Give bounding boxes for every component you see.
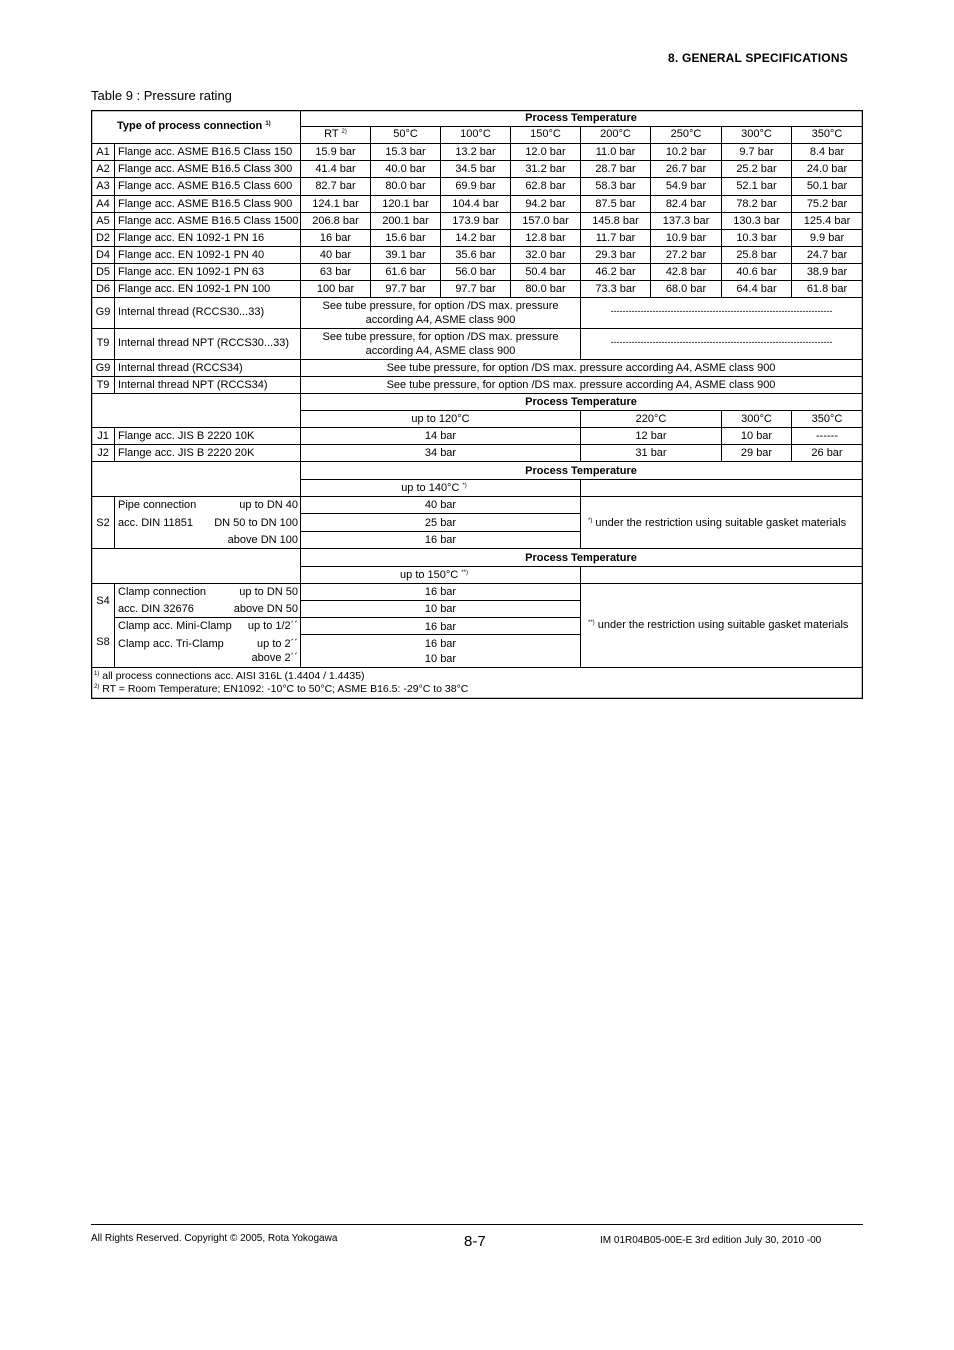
row-range: up to DN 40 bbox=[239, 499, 298, 511]
pressure-value: 31 bar bbox=[635, 447, 667, 459]
row-code: T9 bbox=[96, 379, 110, 391]
pressure-value: 56.0 bar bbox=[455, 266, 496, 278]
row-code: G9 bbox=[95, 362, 111, 374]
pressure-value: 64.4 bar bbox=[736, 283, 777, 295]
row-range: up to 2´´ bbox=[257, 638, 298, 650]
page-number: 8-7 bbox=[464, 1233, 486, 1250]
row-description: Flange acc. ASME B16.5 Class 600 bbox=[118, 180, 293, 192]
pressure-value: 40.6 bar bbox=[736, 266, 777, 278]
pressure-value: 39.1 bar bbox=[385, 249, 426, 261]
pressure-rating-table bbox=[91, 110, 863, 699]
pressure-value: 25 bar bbox=[424, 517, 457, 529]
footnote-marker: 2) bbox=[341, 129, 347, 135]
pressure-value: 32.0 bar bbox=[525, 249, 566, 261]
pressure-value: 15.6 bar bbox=[385, 232, 426, 244]
pressure-value: 100 bar bbox=[316, 283, 355, 295]
row-description: Pipe connection bbox=[118, 499, 197, 511]
table-footnote: $^{2)}$ RT = Room Temperature; EN1092: -10°C to 50°C; ASME B16.5: -29°C to 38°C bbox=[94, 683, 469, 695]
row-description: Clamp acc. Tri-Clamp bbox=[118, 638, 224, 650]
process-temperature-header: Process Temperature bbox=[525, 396, 637, 408]
pressure-value: 75.2 bar bbox=[806, 198, 848, 210]
pressure-value: 26 bar bbox=[811, 447, 843, 459]
pressure-value: 54.9 bar bbox=[665, 180, 707, 192]
row-description: Flange acc. EN 1092-1 PN 40 bbox=[118, 249, 265, 261]
row-code: J1 bbox=[97, 430, 109, 442]
temp-header-7: 350°C bbox=[811, 128, 843, 140]
pressure-value: 10.3 bar bbox=[736, 232, 777, 244]
row-code: S2 bbox=[96, 517, 110, 529]
pressure-value: 10.2 bar bbox=[665, 146, 707, 158]
pressure-value: 14.2 bar bbox=[455, 232, 496, 244]
not-applicable-dashes: -------------------------------------------------------------------------- bbox=[610, 306, 833, 316]
pressure-value: 9.9 bar bbox=[809, 232, 845, 244]
pressure-value: 13.2 bar bbox=[455, 146, 496, 158]
thread-note: See tube pressure, for option /DS max. pressure according A4, ASME class 900 bbox=[386, 362, 776, 374]
row-code: A4 bbox=[96, 198, 110, 210]
process-temperature-header: Process Temperature bbox=[525, 465, 637, 477]
table-footnote: $^{1)}$ all process connections acc. AISI 316L (1.4404 / 1.4435) bbox=[94, 670, 365, 682]
pressure-value: 80.0 bar bbox=[385, 180, 426, 192]
temp-header-2: 100°C bbox=[460, 128, 491, 140]
row-code: A2 bbox=[96, 163, 110, 175]
row-range: above 2´´ bbox=[251, 652, 298, 664]
pressure-value: 11.7 bar bbox=[595, 232, 636, 244]
pressure-value: 97.7 bar bbox=[385, 283, 426, 295]
pressure-value: 58.3 bar bbox=[595, 180, 636, 192]
row-description: Internal thread NPT (RCCS30...33) bbox=[118, 337, 289, 349]
temp-header-4: 200°C bbox=[600, 128, 631, 140]
pressure-value: 61.8 bar bbox=[806, 283, 848, 295]
row-description: Flange acc. ASME B16.5 Class 300 bbox=[118, 163, 293, 175]
pressure-value: 29 bar bbox=[740, 447, 773, 459]
temp-header-0: RT $^{2)}$ bbox=[324, 128, 347, 140]
footnote-marker: 2) bbox=[94, 684, 100, 690]
row-description: Flange acc. JIS B 2220 10K bbox=[118, 430, 255, 442]
footnote-marker: *) bbox=[588, 518, 593, 524]
row-description: Internal thread NPT (RCCS34) bbox=[118, 379, 268, 391]
row-code: D2 bbox=[95, 232, 111, 244]
footnote-marker: **) bbox=[588, 620, 595, 626]
row-description: Flange acc. ASME B16.5 Class 900 bbox=[118, 198, 293, 210]
pressure-value: 78.2 bar bbox=[736, 198, 777, 210]
pressure-value: 120.1 bar bbox=[382, 198, 429, 210]
pressure-value: 124.1 bar bbox=[312, 198, 359, 210]
temp-header-1: 50°C bbox=[393, 128, 418, 140]
pressure-value: 31.2 bar bbox=[525, 163, 566, 175]
pressure-value: 40 bar bbox=[424, 499, 457, 511]
row-description: Internal thread (RCCS30...33) bbox=[118, 306, 265, 318]
row-description: Flange acc. EN 1092-1 PN 16 bbox=[118, 232, 265, 244]
temp-header: 220°C bbox=[635, 413, 667, 425]
pressure-value: 27.2 bar bbox=[665, 249, 707, 261]
pressure-value: 10 bar bbox=[424, 653, 457, 665]
pressure-value: 157.0 bar bbox=[522, 215, 569, 227]
pressure-value: 125.4 bar bbox=[803, 215, 851, 227]
pressure-value: 87.5 bar bbox=[595, 198, 636, 210]
row-description: Clamp acc. Mini-Clamp bbox=[118, 620, 232, 632]
process-temperature-header: Process Temperature bbox=[525, 112, 637, 124]
footer-copyright: All Rights Reserved. Copyright © 2005, Rota Yokogawa bbox=[91, 1233, 338, 1244]
pressure-value: 12 bar bbox=[635, 430, 667, 442]
pressure-value: 50.1 bar bbox=[806, 180, 848, 192]
pressure-value: 38.9 bar bbox=[806, 266, 848, 278]
row-code: A3 bbox=[96, 180, 110, 192]
row-range: up to DN 50 bbox=[239, 586, 298, 598]
row-description: Flange acc. EN 1092-1 PN 63 bbox=[118, 266, 265, 278]
pressure-value: 15.9 bar bbox=[315, 146, 356, 158]
pressure-value: ------ bbox=[816, 430, 838, 442]
pressure-value: 82.4 bar bbox=[665, 198, 707, 210]
pressure-value: 16 bar bbox=[319, 232, 352, 244]
pressure-value: 15.3 bar bbox=[385, 146, 426, 158]
pressure-value: 68.0 bar bbox=[665, 283, 707, 295]
temp-header: up to 140°C *) bbox=[401, 482, 467, 494]
pressure-value: 104.4 bar bbox=[452, 198, 499, 210]
footnote-marker: *) bbox=[462, 483, 467, 489]
row-code: J2 bbox=[97, 447, 109, 459]
footer-rule bbox=[91, 1224, 863, 1225]
row-description: Flange acc. EN 1092-1 PN 100 bbox=[118, 283, 271, 295]
pressure-value: 145.8 bar bbox=[592, 215, 639, 227]
row-description: Internal thread (RCCS34) bbox=[118, 362, 243, 374]
pressure-value: 46.2 bar bbox=[595, 266, 636, 278]
pressure-value: 9.7 bar bbox=[739, 146, 774, 158]
pressure-value: 200.1 bar bbox=[382, 215, 429, 227]
pressure-value: 61.6 bar bbox=[385, 266, 426, 278]
pressure-value: 14 bar bbox=[424, 430, 457, 442]
pressure-value: 10 bar bbox=[740, 430, 773, 442]
section-title: 8. GENERAL SPECIFICATIONS bbox=[668, 51, 848, 65]
thread-note: See tube pressure, for option /DS max. pressure bbox=[322, 300, 559, 312]
not-applicable-dashes: -------------------------------------------------------------------------- bbox=[610, 337, 833, 347]
pressure-value: 40 bar bbox=[319, 249, 352, 261]
footnote-marker: 1) bbox=[94, 671, 100, 677]
footnote-marker: **) bbox=[461, 570, 468, 576]
pressure-value: 97.7 bar bbox=[455, 283, 496, 295]
pressure-value: 62.8 bar bbox=[525, 180, 566, 192]
pressure-value: 173.9 bar bbox=[452, 215, 499, 227]
pressure-value: 28.7 bar bbox=[595, 163, 636, 175]
thread-note: See tube pressure, for option /DS max. pressure bbox=[322, 331, 559, 343]
row-description: Flange acc. ASME B16.5 Class 150 bbox=[118, 146, 293, 158]
temp-header-6: 300°C bbox=[741, 128, 772, 140]
row-range: up to 1/2´´ bbox=[247, 620, 298, 632]
row-code: D6 bbox=[95, 283, 111, 295]
pressure-value: 25.8 bar bbox=[736, 249, 777, 261]
row-code: T9 bbox=[96, 337, 110, 349]
row-description: acc. DIN 11851 bbox=[118, 517, 194, 529]
pressure-value: 82.7 bar bbox=[315, 180, 356, 192]
row-code: A5 bbox=[96, 215, 110, 227]
pressure-value: 206.8 bar bbox=[312, 215, 359, 227]
process-temperature-header: Process Temperature bbox=[525, 552, 637, 564]
row-code: G9 bbox=[95, 306, 111, 318]
document-id: IM 01R04B05-00E-E 3rd edition July 30, 2010 -00 bbox=[600, 1235, 822, 1246]
temp-header: up to 150°C **) bbox=[400, 569, 468, 581]
row-code: S4 bbox=[96, 595, 110, 607]
temp-header-5: 250°C bbox=[670, 128, 702, 140]
pressure-value: 11.0 bar bbox=[595, 146, 636, 158]
row-range: DN 50 to DN 100 bbox=[214, 517, 298, 529]
pressure-value: 34.5 bar bbox=[455, 163, 496, 175]
pressure-value: 12.8 bar bbox=[525, 232, 566, 244]
pressure-value: 35.6 bar bbox=[455, 249, 496, 261]
row-code: D4 bbox=[95, 249, 111, 261]
pressure-value: 130.3 bar bbox=[733, 215, 780, 227]
pressure-value: 41.4 bar bbox=[315, 163, 356, 175]
pressure-value: 12.0 bar bbox=[525, 146, 566, 158]
temp-header: up to 120°C bbox=[411, 413, 470, 425]
pressure-value: 25.2 bar bbox=[736, 163, 777, 175]
footnote-marker: 1) bbox=[265, 121, 271, 127]
row-code: S8 bbox=[96, 636, 110, 648]
pressure-value: 10 bar bbox=[424, 603, 457, 615]
temp-header: 300°C bbox=[741, 413, 772, 425]
pressure-value: 80.0 bar bbox=[525, 283, 566, 295]
pressure-value: 40.0 bar bbox=[385, 163, 426, 175]
pressure-value: 94.2 bar bbox=[525, 198, 566, 210]
thread-note: See tube pressure, for option /DS max. pressure according A4, ASME class 900 bbox=[386, 379, 776, 391]
gasket-note: *) under the restriction using suitable gasket materials bbox=[588, 517, 847, 529]
pressure-value: 63 bar bbox=[319, 266, 352, 278]
row-range: above DN 50 bbox=[233, 603, 298, 615]
thread-note: according A4, ASME class 900 bbox=[365, 314, 516, 326]
row-code: A1 bbox=[96, 146, 110, 158]
pressure-value: 24.0 bar bbox=[806, 163, 848, 175]
row-description: Flange acc. JIS B 2220 20K bbox=[118, 447, 255, 459]
row-description: Flange acc. ASME B16.5 Class 1500 bbox=[118, 215, 299, 227]
row-code: D5 bbox=[95, 266, 111, 278]
gasket-note: **) under the restriction using suitable gasket materials bbox=[588, 619, 849, 631]
pressure-value: 8.4 bar bbox=[809, 146, 845, 158]
pressure-value: 137.3 bar bbox=[662, 215, 710, 227]
row-description: Clamp connection bbox=[118, 586, 207, 598]
pressure-value: 69.9 bar bbox=[455, 180, 496, 192]
pressure-value: 26.7 bar bbox=[665, 163, 707, 175]
row-range: above DN 100 bbox=[227, 534, 298, 546]
pressure-value: 29.3 bar bbox=[595, 249, 636, 261]
pressure-value: 34 bar bbox=[424, 447, 457, 459]
pressure-value: 73.3 bar bbox=[595, 283, 636, 295]
temp-header-3: 150°C bbox=[530, 128, 561, 140]
pressure-value: 16 bar bbox=[424, 638, 457, 650]
pressure-value: 10.9 bar bbox=[665, 232, 707, 244]
pressure-value: 24.7 bar bbox=[806, 249, 848, 261]
type-header: Type of process connection $^{1)}$ bbox=[117, 120, 271, 132]
pressure-value: 52.1 bar bbox=[736, 180, 777, 192]
pressure-value: 16 bar bbox=[424, 534, 457, 546]
thread-note: according A4, ASME class 900 bbox=[365, 345, 516, 357]
pressure-value: 16 bar bbox=[424, 586, 457, 598]
table-caption: Table 9 : Pressure rating bbox=[91, 88, 232, 103]
row-description: acc. DIN 32676 bbox=[118, 603, 194, 615]
pressure-value: 42.8 bar bbox=[665, 266, 707, 278]
temp-header: 350°C bbox=[811, 413, 843, 425]
pressure-value: 16 bar bbox=[424, 621, 457, 633]
pressure-value: 50.4 bar bbox=[525, 266, 566, 278]
